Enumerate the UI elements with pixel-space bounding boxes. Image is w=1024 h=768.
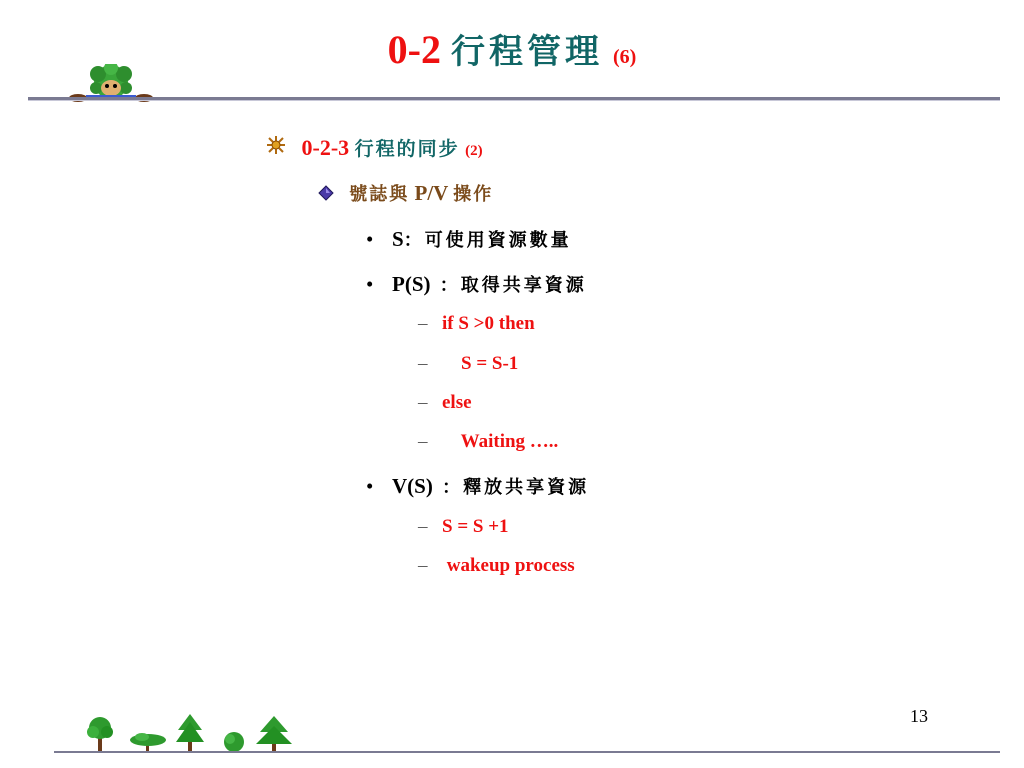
item-label: P(S): [392, 272, 431, 296]
section-heading: [266, 134, 483, 161]
code-line: [418, 516, 509, 538]
code-line: [418, 431, 558, 453]
top-divider: [28, 97, 1000, 101]
list-item: [366, 226, 572, 252]
code-text: S = S-1: [442, 353, 519, 374]
code-text: if S >0 then: [442, 313, 535, 334]
dash-bullet: –: [418, 392, 428, 413]
code-line: [418, 313, 535, 335]
section-subtitle: (2): [465, 143, 483, 159]
item-description: 釋放共享資源: [463, 477, 590, 498]
subsection-text-zh1: 號誌與: [349, 184, 410, 205]
code-text: else: [442, 392, 472, 413]
page-number: 13: [910, 706, 928, 726]
item-label: S: [392, 227, 404, 251]
code-text: S = S +1: [442, 516, 509, 537]
code-text: Waiting …..: [442, 431, 559, 452]
item-description: 可使用資源數量: [424, 230, 572, 251]
title-number: 0-2: [387, 27, 441, 72]
tree-icon: [256, 716, 292, 752]
tree-icon: [224, 732, 244, 752]
bullet-dot: •: [366, 227, 374, 251]
item-description: 取得共享資源: [460, 275, 587, 296]
tree-icon: [176, 714, 204, 752]
list-item: [366, 473, 589, 499]
bullet-dot: •: [366, 474, 374, 498]
code-line: [418, 353, 518, 375]
dash-bullet: –: [418, 516, 428, 537]
tree-icon: [130, 733, 166, 752]
item-separator: ：: [403, 230, 425, 251]
title-subtitle: (6): [613, 46, 637, 68]
section-number: 0-2-3: [301, 135, 350, 160]
section-title: 行程的同步: [354, 138, 460, 160]
dash-bullet: –: [418, 555, 428, 576]
code-text: wakeup process: [442, 555, 575, 576]
star-bullet-icon: [266, 135, 296, 161]
tree-icon: [87, 717, 113, 752]
item-separator: ：: [432, 477, 464, 498]
list-item: [366, 271, 587, 297]
code-line: [418, 392, 472, 414]
subsection-text-zh2: 操作: [453, 184, 494, 205]
item-label: V(S): [392, 474, 433, 498]
item-separator: ：: [430, 275, 461, 296]
code-line: [418, 555, 575, 577]
title-text: 行程管理: [451, 32, 603, 72]
bottom-divider: [54, 751, 1000, 753]
dash-bullet: –: [418, 353, 428, 374]
trees-decoration-icon: [84, 712, 304, 754]
bullet-dot: •: [366, 272, 374, 296]
subsection-heading: [318, 180, 493, 206]
diamond-bullet-icon: [318, 185, 334, 201]
dash-bullet: –: [418, 431, 428, 452]
subsection-text-en: P/V: [414, 181, 448, 205]
dash-bullet: –: [418, 313, 428, 334]
